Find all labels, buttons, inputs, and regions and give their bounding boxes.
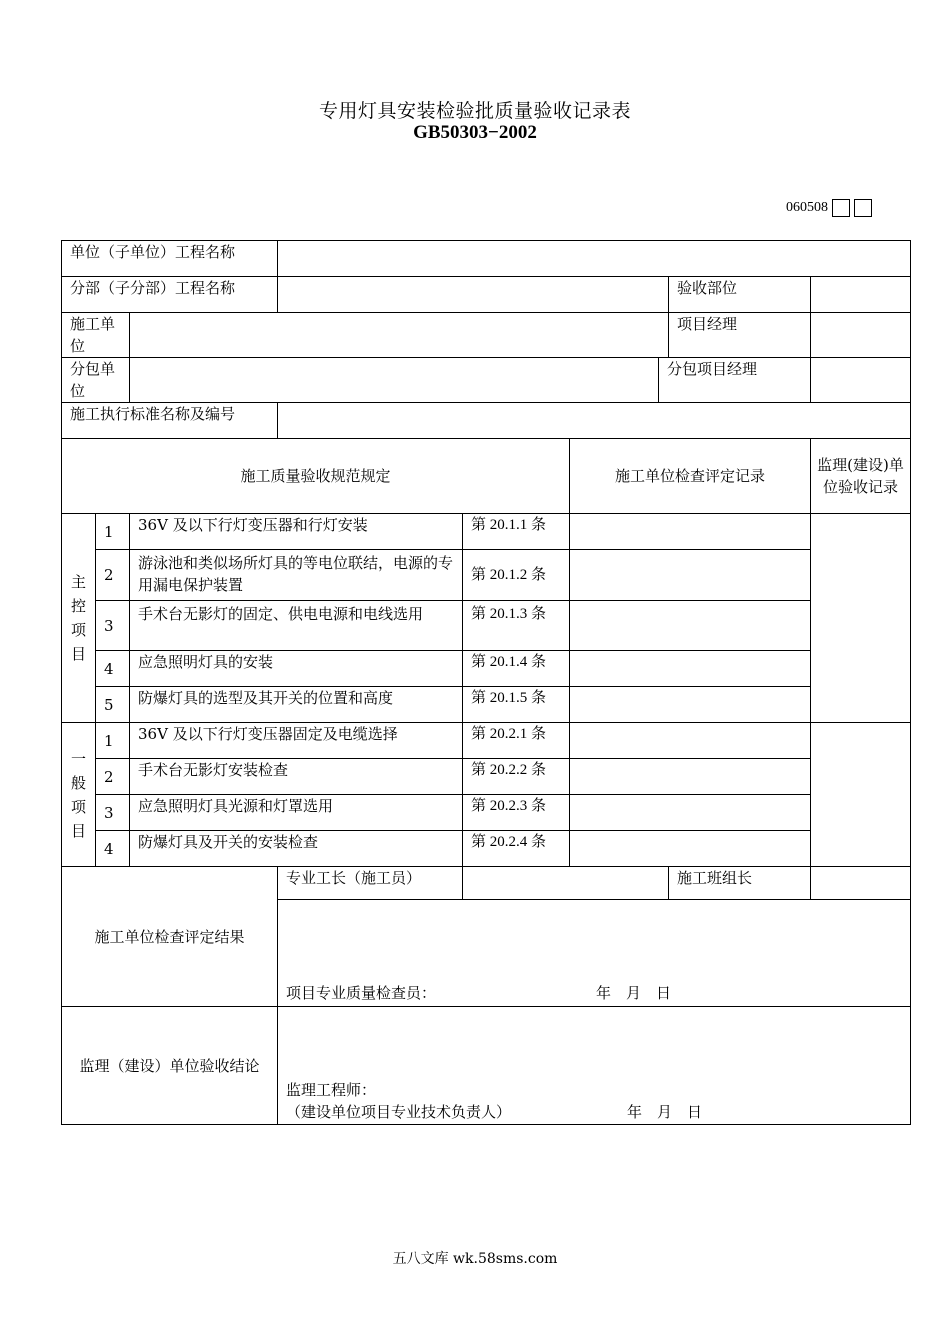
main-item-3-no: 3 <box>96 601 130 651</box>
form-code-box-1[interactable] <box>832 199 850 217</box>
general-item-1-record[interactable] <box>570 723 811 759</box>
general-item-3-text: 应急照明灯具光源和灯罩选用 <box>130 795 463 831</box>
general-item-2-clause: 第 20.2.2 条 <box>463 759 570 795</box>
contractor-result-signoff[interactable] <box>278 900 911 1007</box>
general-item-4-no: 4 <box>96 831 130 867</box>
contractor-date: 年 月 日 <box>596 984 672 1002</box>
main-item-1-text: 36V 及以下行灯变压器和行灯安装 <box>130 514 463 550</box>
main-item-1-record[interactable] <box>570 514 811 550</box>
subcontractor-label: 分包单位 <box>62 358 130 403</box>
general-item-3-clause: 第 20.2.3 条 <box>463 795 570 831</box>
general-items-label: 一般项目 <box>62 723 96 867</box>
general-item-4-record[interactable] <box>570 831 811 867</box>
general-item-1-no: 1 <box>96 723 130 759</box>
main-items-supervisor-record[interactable] <box>811 514 911 723</box>
unit-project-value[interactable] <box>278 241 911 277</box>
form-code-number: 060508 <box>786 200 828 215</box>
foreman-label: 专业工长（施工员） <box>278 867 463 900</box>
main-item-3-record[interactable] <box>570 601 811 651</box>
engineer-label: 监理工程师： <box>286 1081 377 1099</box>
team-leader-label: 施工班组长 <box>669 867 811 900</box>
standard-label: 施工执行标准名称及编号 <box>62 403 278 439</box>
general-item-1-text: 36V 及以下行灯变压器固定及电缆选择 <box>130 723 463 759</box>
document-title: 专用灯具安装检验批质量验收记录表 <box>318 100 631 122</box>
inspector-label: 项目专业质量检查员： <box>286 984 437 1002</box>
standard-value[interactable] <box>278 403 911 439</box>
subcontractor-value[interactable] <box>130 358 659 403</box>
main-item-2-no: 2 <box>96 550 130 601</box>
project-manager-label: 项目经理 <box>669 313 811 358</box>
standard-code: GB50303−2002 <box>413 122 537 143</box>
foreman-value[interactable] <box>463 867 669 900</box>
main-item-3-text: 手术台无影灯的固定、供电电源和电线选用 <box>130 601 463 651</box>
contractor-record-header: 施工单位检查评定记录 <box>570 439 811 514</box>
supervisor-record-header: 监理(建设)单位验收记录 <box>811 439 911 514</box>
general-item-2-record[interactable] <box>570 759 811 795</box>
main-item-5-no: 5 <box>96 687 130 723</box>
supervisor-result-signoff[interactable] <box>278 1007 911 1125</box>
acceptance-part-label: 验收部位 <box>669 277 811 313</box>
general-item-2-text: 手术台无影灯安装检查 <box>130 759 463 795</box>
main-item-4-text: 应急照明灯具的安装 <box>130 651 463 687</box>
form-code-box-2[interactable] <box>854 199 872 217</box>
contractor-result-label: 施工单位检查评定结果 <box>62 867 278 1007</box>
general-item-4-clause: 第 20.2.4 条 <box>463 831 570 867</box>
main-item-4-record[interactable] <box>570 651 811 687</box>
general-item-3-no: 3 <box>96 795 130 831</box>
main-item-1-clause: 第 20.1.1 条 <box>463 514 570 550</box>
main-item-2-text: 游泳池和类似场所灯具的等电位联结，电源的专用漏电保护装置 <box>130 550 463 601</box>
general-item-2-no: 2 <box>96 759 130 795</box>
unit-project-label: 单位（子单位）工程名称 <box>62 241 278 277</box>
general-item-4-text: 防爆灯具及开关的安装检查 <box>130 831 463 867</box>
supervisor-result-label: 监理（建设）单位验收结论 <box>62 1007 278 1125</box>
sub-project-value[interactable] <box>278 277 669 313</box>
main-items-label: 主控项目 <box>62 514 96 723</box>
main-item-1-no: 1 <box>96 514 130 550</box>
contractor-label: 施工单位 <box>62 313 130 358</box>
main-item-4-no: 4 <box>96 651 130 687</box>
acceptance-part-value[interactable] <box>811 277 911 313</box>
footer-watermark: 五八文库 wk.58sms.com <box>392 1251 558 1267</box>
main-item-4-clause: 第 20.1.4 条 <box>463 651 570 687</box>
main-item-5-text: 防爆灯具的选型及其开关的位置和高度 <box>130 687 463 723</box>
sub-project-label: 分部（子分部）工程名称 <box>62 277 278 313</box>
main-item-5-clause: 第 20.1.5 条 <box>463 687 570 723</box>
sub-project-manager-value[interactable] <box>811 358 911 403</box>
main-item-2-record[interactable] <box>570 550 811 601</box>
general-item-3-record[interactable] <box>570 795 811 831</box>
main-item-2-clause: 第 20.1.2 条 <box>463 550 570 601</box>
main-item-3-clause: 第 20.1.3 条 <box>463 601 570 651</box>
spec-column-header: 施工质量验收规范规定 <box>62 439 570 514</box>
general-items-supervisor-record[interactable] <box>811 723 911 867</box>
supervisor-date: 年 月 日 <box>627 1103 703 1121</box>
contractor-value[interactable] <box>130 313 669 358</box>
owner-label: （建设单位项目专业技术负责人） <box>286 1103 512 1121</box>
main-item-5-record[interactable] <box>570 687 811 723</box>
project-manager-value[interactable] <box>811 313 911 358</box>
sub-project-manager-label: 分包项目经理 <box>659 358 811 403</box>
inspection-form-table <box>61 240 911 1125</box>
general-item-1-clause: 第 20.2.1 条 <box>463 723 570 759</box>
team-leader-value[interactable] <box>811 867 911 900</box>
form-code <box>786 199 872 217</box>
